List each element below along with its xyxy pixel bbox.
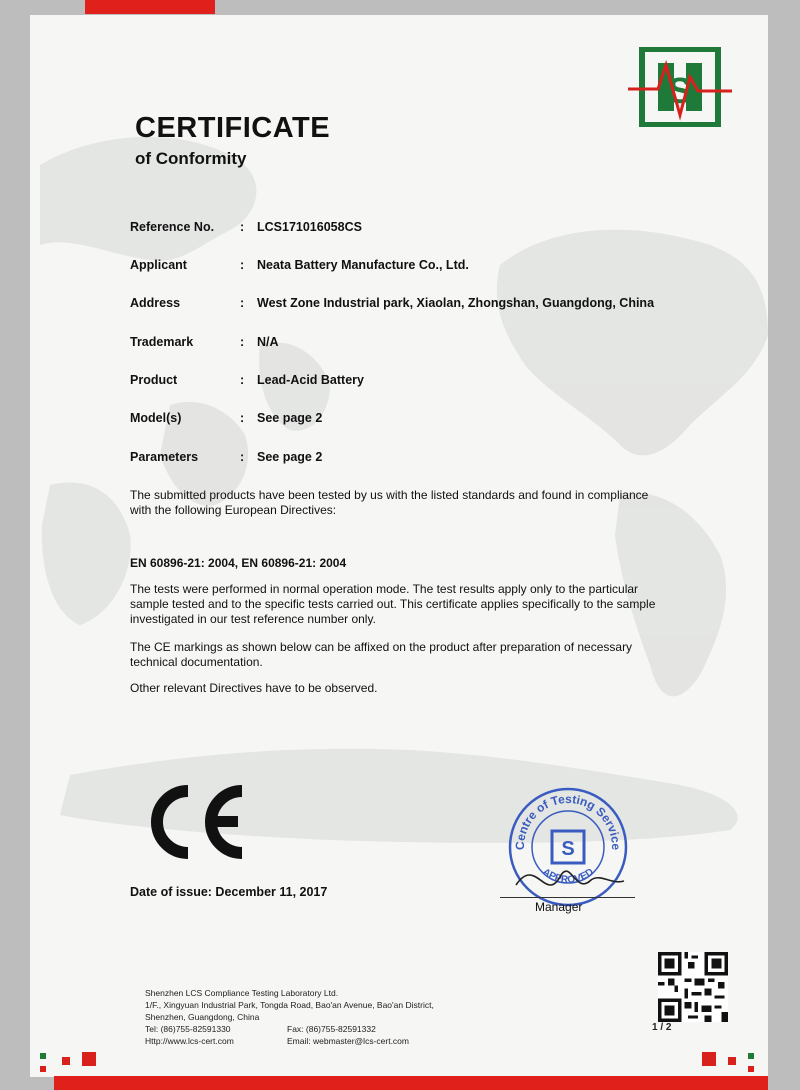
corner-square (82, 1052, 96, 1066)
certificate-title: CERTIFICATE (135, 112, 331, 144)
qr-code-icon (658, 952, 728, 1022)
svg-text:S: S (667, 70, 693, 111)
tests-paragraph: The tests were performed in normal operation mode. The test results apply only to the particular sample tested and to the specific tests carried out. This certificate applies specifically to the sample investigated in our test reference number only. (130, 582, 656, 626)
stamp-top-text: Centre of Testing Service (512, 791, 624, 851)
footer-email: Email: webmaster@lcs-cert.com (287, 1036, 409, 1046)
field-label: Trademark (130, 335, 194, 349)
manager-label: Manager (535, 900, 583, 914)
top-red-bar (85, 0, 215, 14)
stamp-bottom-text: APPROVED (540, 866, 596, 886)
date-of-issue: Date of issue: December 11, 2017 (130, 885, 328, 899)
field-label: Model(s) (130, 411, 182, 425)
field-label: Address (130, 296, 181, 310)
signature-line (500, 897, 635, 898)
corner-square (748, 1053, 754, 1059)
intro-paragraph: The submitted products have been tested by us with the listed standards and found in compliance with the following European Directives: (130, 488, 649, 517)
corner-square (748, 1066, 754, 1072)
field-label: Reference No. (130, 220, 215, 234)
bottom-red-bar (54, 1076, 768, 1090)
field-label: Product (130, 373, 178, 387)
field-value: N/A (257, 335, 279, 349)
svg-text:S: S (561, 838, 575, 860)
field-value: See page 2 (257, 411, 323, 425)
corner-square (702, 1052, 716, 1066)
field-label: Parameters (130, 450, 199, 464)
footer-web: Http://www.lcs-cert.com (145, 1036, 234, 1046)
footer-address-2: Shenzhen, Guangdong, China (145, 1012, 260, 1022)
ce-note-paragraph: The CE markings as shown below can be affixed on the product after preparation of necessary technical documentation. (130, 640, 633, 669)
corner-square (62, 1057, 70, 1065)
field-value: Neata Battery Manufacture Co., Ltd. (257, 258, 469, 272)
footer-company: Shenzhen LCS Compliance Testing Laboratory Ltd. (145, 988, 339, 998)
footer-tel: Tel: (86)755-82591330 (145, 1024, 231, 1034)
field-value: See page 2 (257, 450, 323, 464)
footer-address-1: 1/F., Xingyuan Industrial Park, Tongda Road, Bao'an Avenue, Bao'an District, (145, 1000, 434, 1010)
field-label: Applicant (130, 258, 187, 272)
page-number: 1 / 2 (652, 1022, 672, 1033)
certificate-page: S CERTIFICATE of Conformity Reference No. : LCS171016058CS Applicant : Neata Battery Manufacture Co., Ltd. Address : West Zone Industrial park, Xiaolan, Zhongshan, Guangdong, China Trademark : N/A Product : Lead-Acid Battery Model(s) : See page 2 Parameters : See page 2 The submitted products have been tested by us with the listed standards and found in compliance with the following European Directives: EN 60896-21: 2004, EN 60896-21: 2004 The tests were performed in normal operation mode. The test results apply only to the particular sample tested and to the specific tests carried out. This certificate applies specifically to the sample investigated in our test reference number only. The CE markings as shown below can be affixed on the product after preparation of necessary technical documentation. Other relevant Directives have to be observed. Date of issue: December 11, 2017 Centre of Testing Service APPROVED S Manager Shenzhen LCS Compliance Testing Laboratory Ltd. 1/F., Xingyuan Industrial Park, Tongda Road, Bao'an Avenue, Bao'an District, Shenzhen, Guangdong, China Tel: (86)755-82591330 Fax: (86)755-82591332 Http://www.lcs-cert.com Email: webmaster@lcs-cert.com 1 / 2 (30, 15, 768, 1077)
certificate-subtitle: of Conformity (135, 149, 247, 168)
corner-square (40, 1066, 46, 1072)
corner-square (728, 1057, 736, 1065)
approval-stamp (506, 785, 630, 909)
field-value: West Zone Industrial park, Xiaolan, Zhongshan, Guangdong, China (257, 296, 655, 310)
footer-fax: Fax: (86)755-82591332 (287, 1024, 376, 1034)
lcs-logo (628, 47, 732, 127)
ce-mark-icon (138, 783, 248, 861)
field-value: Lead-Acid Battery (257, 373, 364, 387)
corner-square (40, 1053, 46, 1059)
world-map-background (30, 15, 768, 1077)
field-value: LCS171016058CS (257, 220, 362, 234)
standards-line: EN 60896-21: 2004, EN 60896-21: 2004 (130, 556, 347, 570)
other-directives-paragraph: Other relevant Directives have to be observed. (130, 681, 378, 695)
